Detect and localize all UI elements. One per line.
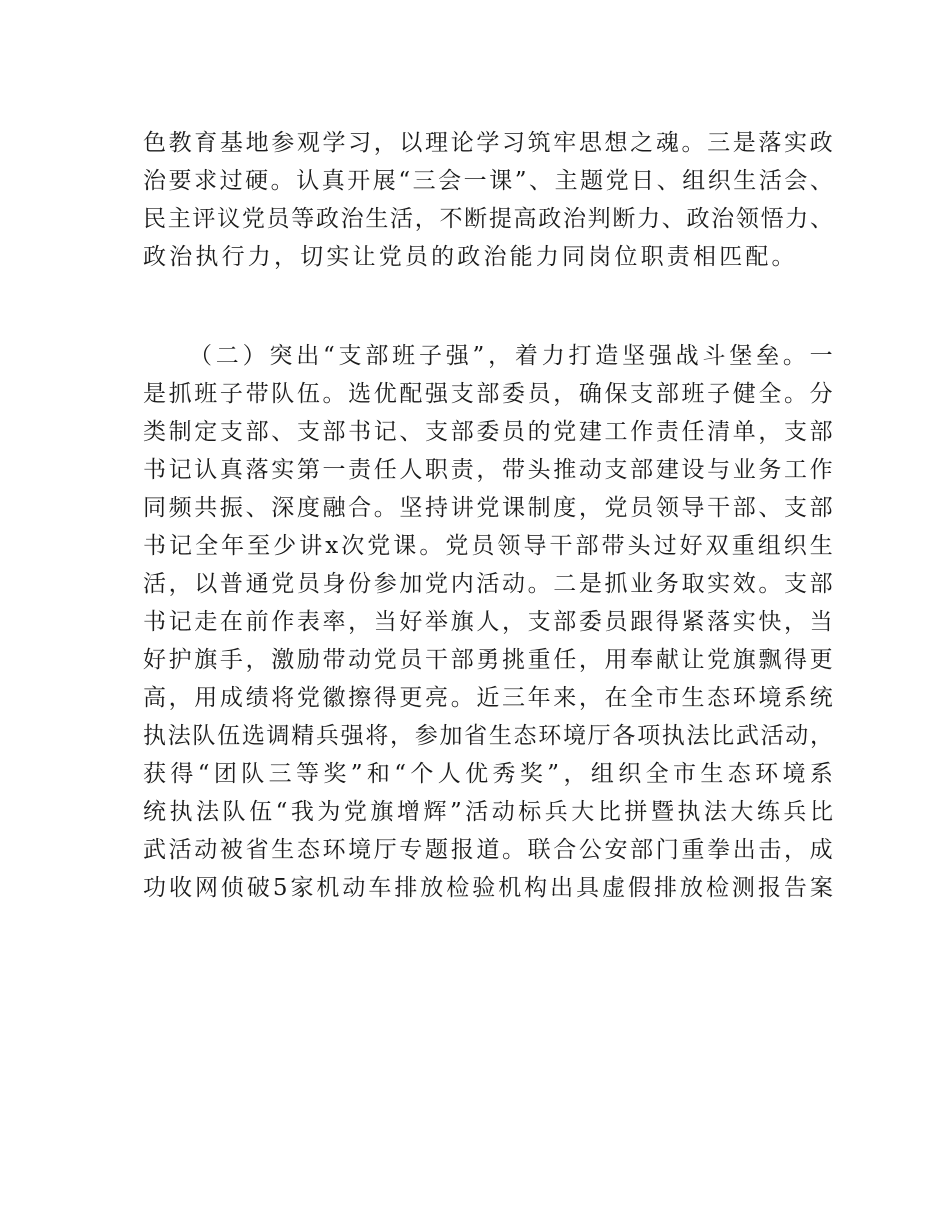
text-line: 政 治 执 行 力 ， 切 实 让 党 员 的 政 治 能 力 同 岗 位 职 责 相 匹 配 。 — [143, 244, 795, 270]
text-line: 功 收 网 侦 破 5 家 机 动 车 排 放 检 验 机 构 出 具 虚 假 排 放 检 测 报 告 案 — [143, 875, 833, 901]
text-line: 好 护 旗 手 ， 激 励 带 动 党 员 干 部 勇 挑 重 任 ， 用 奉 献 让 党 旗 飘 得 更 — [143, 647, 833, 673]
text-line: 民 主 评 议 党 员 等 政 治 生 活 ， 不 断 提 高 政 治 判 断 力 、 政 治 领 悟 力 、 — [143, 206, 833, 232]
text-line: 书 记 认 真 落 实 第 一 责 任 人 职 责 ， 带 头 推 动 支 部 建 设 与 业 务 工 作 — [143, 457, 833, 483]
text-line: 类 制 定 支 部 、 支 部 书 记 、 支 部 委 员 的 党 建 工 作 责 任 清 单 ， 支 部 — [143, 419, 833, 445]
paragraph-2 — [143, 337, 833, 907]
text-line: 书 记 全 年 至 少 讲 x 次 党 课 。 党 员 领 导 干 部 带 头 过 好 双 重 组 织 生 — [143, 533, 833, 559]
text-line: （ 二 ） 突 出 “ 支 部 班 子 强 ” ， 着 力 打 造 坚 强 战 斗 堡 垒 。 一 — [189, 343, 833, 369]
text-line: 治 要 求 过 硬 。 认 真 开 展 “ 三 会 一 课 ” 、 主 题 党 日 、 组 织 生 活 会 、 — [143, 168, 833, 194]
text-line: 活 ， 以 普 通 党 员 身 份 参 加 党 内 活 动 。 二 是 抓 业 务 取 实 效 。 支 部 — [143, 571, 833, 597]
text-line: 色 教 育 基 地 参 观 学 习 ， 以 理 论 学 习 筑 牢 思 想 之 魂 。 三 是 落 实 政 — [143, 130, 833, 156]
text-line: 书 记 走 在 前 作 表 率 ， 当 好 举 旗 人 ， 支 部 委 员 跟 得 紧 落 实 快 ， 当 — [143, 609, 833, 635]
text-line: 同 频 共 振 、 深 度 融 合 。 坚 持 讲 党 课 制 度 ， 党 员 领 导 干 部 、 支 部 — [143, 495, 833, 521]
text-line: 执 法 队 伍 选 调 精 兵 强 将 ， 参 加 省 生 态 环 境 厅 各 项 执 法 比 武 活 动 ， — [143, 723, 833, 749]
paragraph-1 — [143, 124, 833, 276]
text-line: 高 ， 用 成 绩 将 党 徽 擦 得 更 亮 。 近 三 年 来 ， 在 全 市 生 态 环 境 系 统 — [143, 685, 833, 711]
text-line: 是 抓 班 子 带 队 伍 。 选 优 配 强 支 部 委 员 ， 确 保 支 部 班 子 健 全 。 分 — [143, 381, 833, 407]
text-line: 统 执 法 队 伍 “ 我 为 党 旗 增 辉 ” 活 动 标 兵 大 比 拼 暨 执 法 大 练 兵 比 — [143, 799, 833, 825]
text-line: 武 活 动 被 省 生 态 环 境 厅 专 题 报 道 。 联 合 公 安 部 门 重 拳 出 击 ， 成 — [143, 837, 833, 863]
text-line: 获 得 “ 团 队 三 等 奖 ” 和 “ 个 人 优 秀 奖 ” ， 组 织 全 市 生 态 环 境 系 — [143, 761, 833, 787]
